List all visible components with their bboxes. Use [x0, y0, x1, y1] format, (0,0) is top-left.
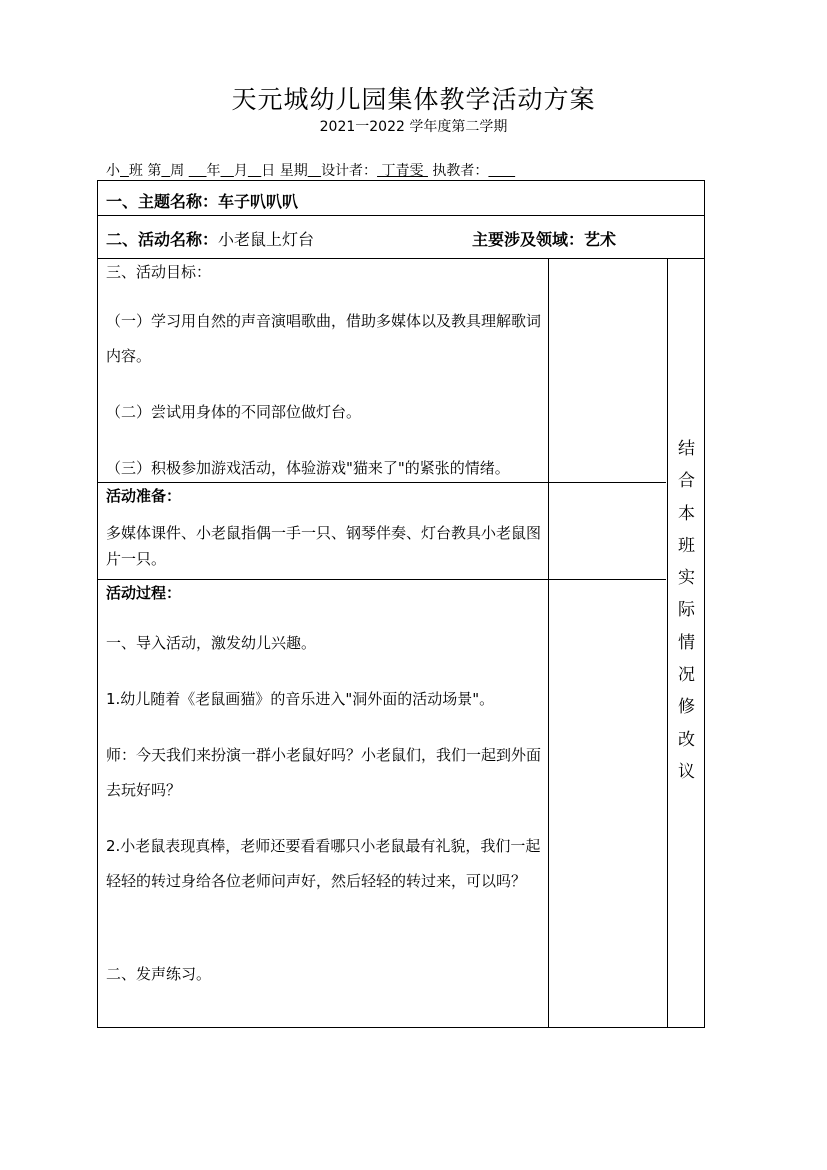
domain-label: 主要涉及领域： [472, 230, 585, 249]
year-blank [189, 163, 207, 179]
day-label: 日 星期 [261, 163, 308, 179]
theme-label: 一、主题名称： [106, 192, 219, 211]
row-divider [98, 215, 704, 216]
designer-label: 设计者： [321, 163, 378, 179]
side-note-char: 班 [678, 535, 695, 556]
goal-item-1: （一）学习用自然的声音演唱歌曲，借助多媒体以及教具理解歌词内容。 [106, 312, 542, 365]
side-note-char: 实 [678, 568, 695, 589]
goal-item-2: （二）尝试用身体的不同部位做灯台。 [106, 403, 362, 421]
side-note-char: 合 [678, 471, 695, 492]
domain-value: 艺术 [584, 230, 617, 249]
activity-value: 小老鼠上灯台 [218, 230, 315, 249]
side-note-char: 况 [678, 665, 695, 686]
process-label: 活动过程： [106, 584, 182, 602]
month-blank [221, 163, 234, 179]
year-label: 年 [206, 163, 221, 179]
prep-text: 多媒体课件、小老鼠指偶一手一只、钢琴伴奏、灯台教具小老鼠图片一只。 [106, 524, 542, 568]
goal-item-3: （三）积极参加游戏活动，体验游戏"猫来了"的紧张的情绪。 [106, 459, 510, 477]
side-note-vertical [668, 433, 705, 788]
weekday-blank [308, 163, 321, 179]
process-step-2: 1.幼儿随着《老鼠画猫》的音乐进入"洞外面的活动场景"。 [106, 690, 495, 708]
theme-value: 车子叭叭叭 [218, 192, 299, 211]
process-step-1: 一、导入活动，激发幼儿兴趣。 [106, 634, 317, 652]
domain-field [472, 227, 616, 250]
side-note-char: 际 [678, 600, 695, 621]
class-blank [120, 163, 129, 179]
process-step-3: 师：今天我们来扮演一群小老鼠好吗？小老鼠们，我们一起到外面去玩好吗？ [106, 746, 542, 799]
row-divider [98, 579, 666, 580]
side-note-char: 修 [678, 697, 695, 718]
side-note-char: 改 [678, 729, 695, 750]
prep-label: 活动准备： [106, 487, 182, 505]
theme-row [106, 189, 298, 212]
info-line [106, 160, 515, 180]
class-prefix: 小 [106, 163, 120, 179]
side-note-char: 情 [678, 632, 695, 653]
row-divider [98, 258, 704, 259]
month-label: 月 [233, 163, 248, 179]
process-step-5: 二、发声练习。 [106, 965, 212, 983]
week-label: 周 [170, 163, 185, 179]
week-blank [161, 163, 170, 179]
lesson-plan-table [97, 180, 705, 1028]
process-step-4: 2.小老鼠表现真棒，老师还要看看哪只小老鼠最有礼貌，我们一起轻轻的转过身给各位老师问声好，然后轻轻的转过来，可以吗？ [106, 837, 541, 890]
side-note-char: 议 [678, 761, 695, 782]
side-note-char: 结 [678, 439, 695, 459]
executor-blank [488, 163, 515, 179]
side-note-char: 本 [678, 503, 695, 524]
class-label: 班 第 [128, 163, 162, 179]
activity-row [106, 227, 314, 250]
day-blank [248, 163, 261, 179]
goals-label: 三、活动目标： [106, 263, 212, 281]
designer-name: 丁青雯 [381, 163, 424, 179]
activity-label: 二、活动名称： [106, 230, 219, 249]
column-divider [548, 258, 549, 1027]
page-title: 天元城幼儿园集体教学活动方案 [231, 85, 596, 114]
page-subtitle: 2021一2022 学年度第二学期 [319, 119, 508, 135]
executor-label: 执教者： [432, 163, 489, 179]
